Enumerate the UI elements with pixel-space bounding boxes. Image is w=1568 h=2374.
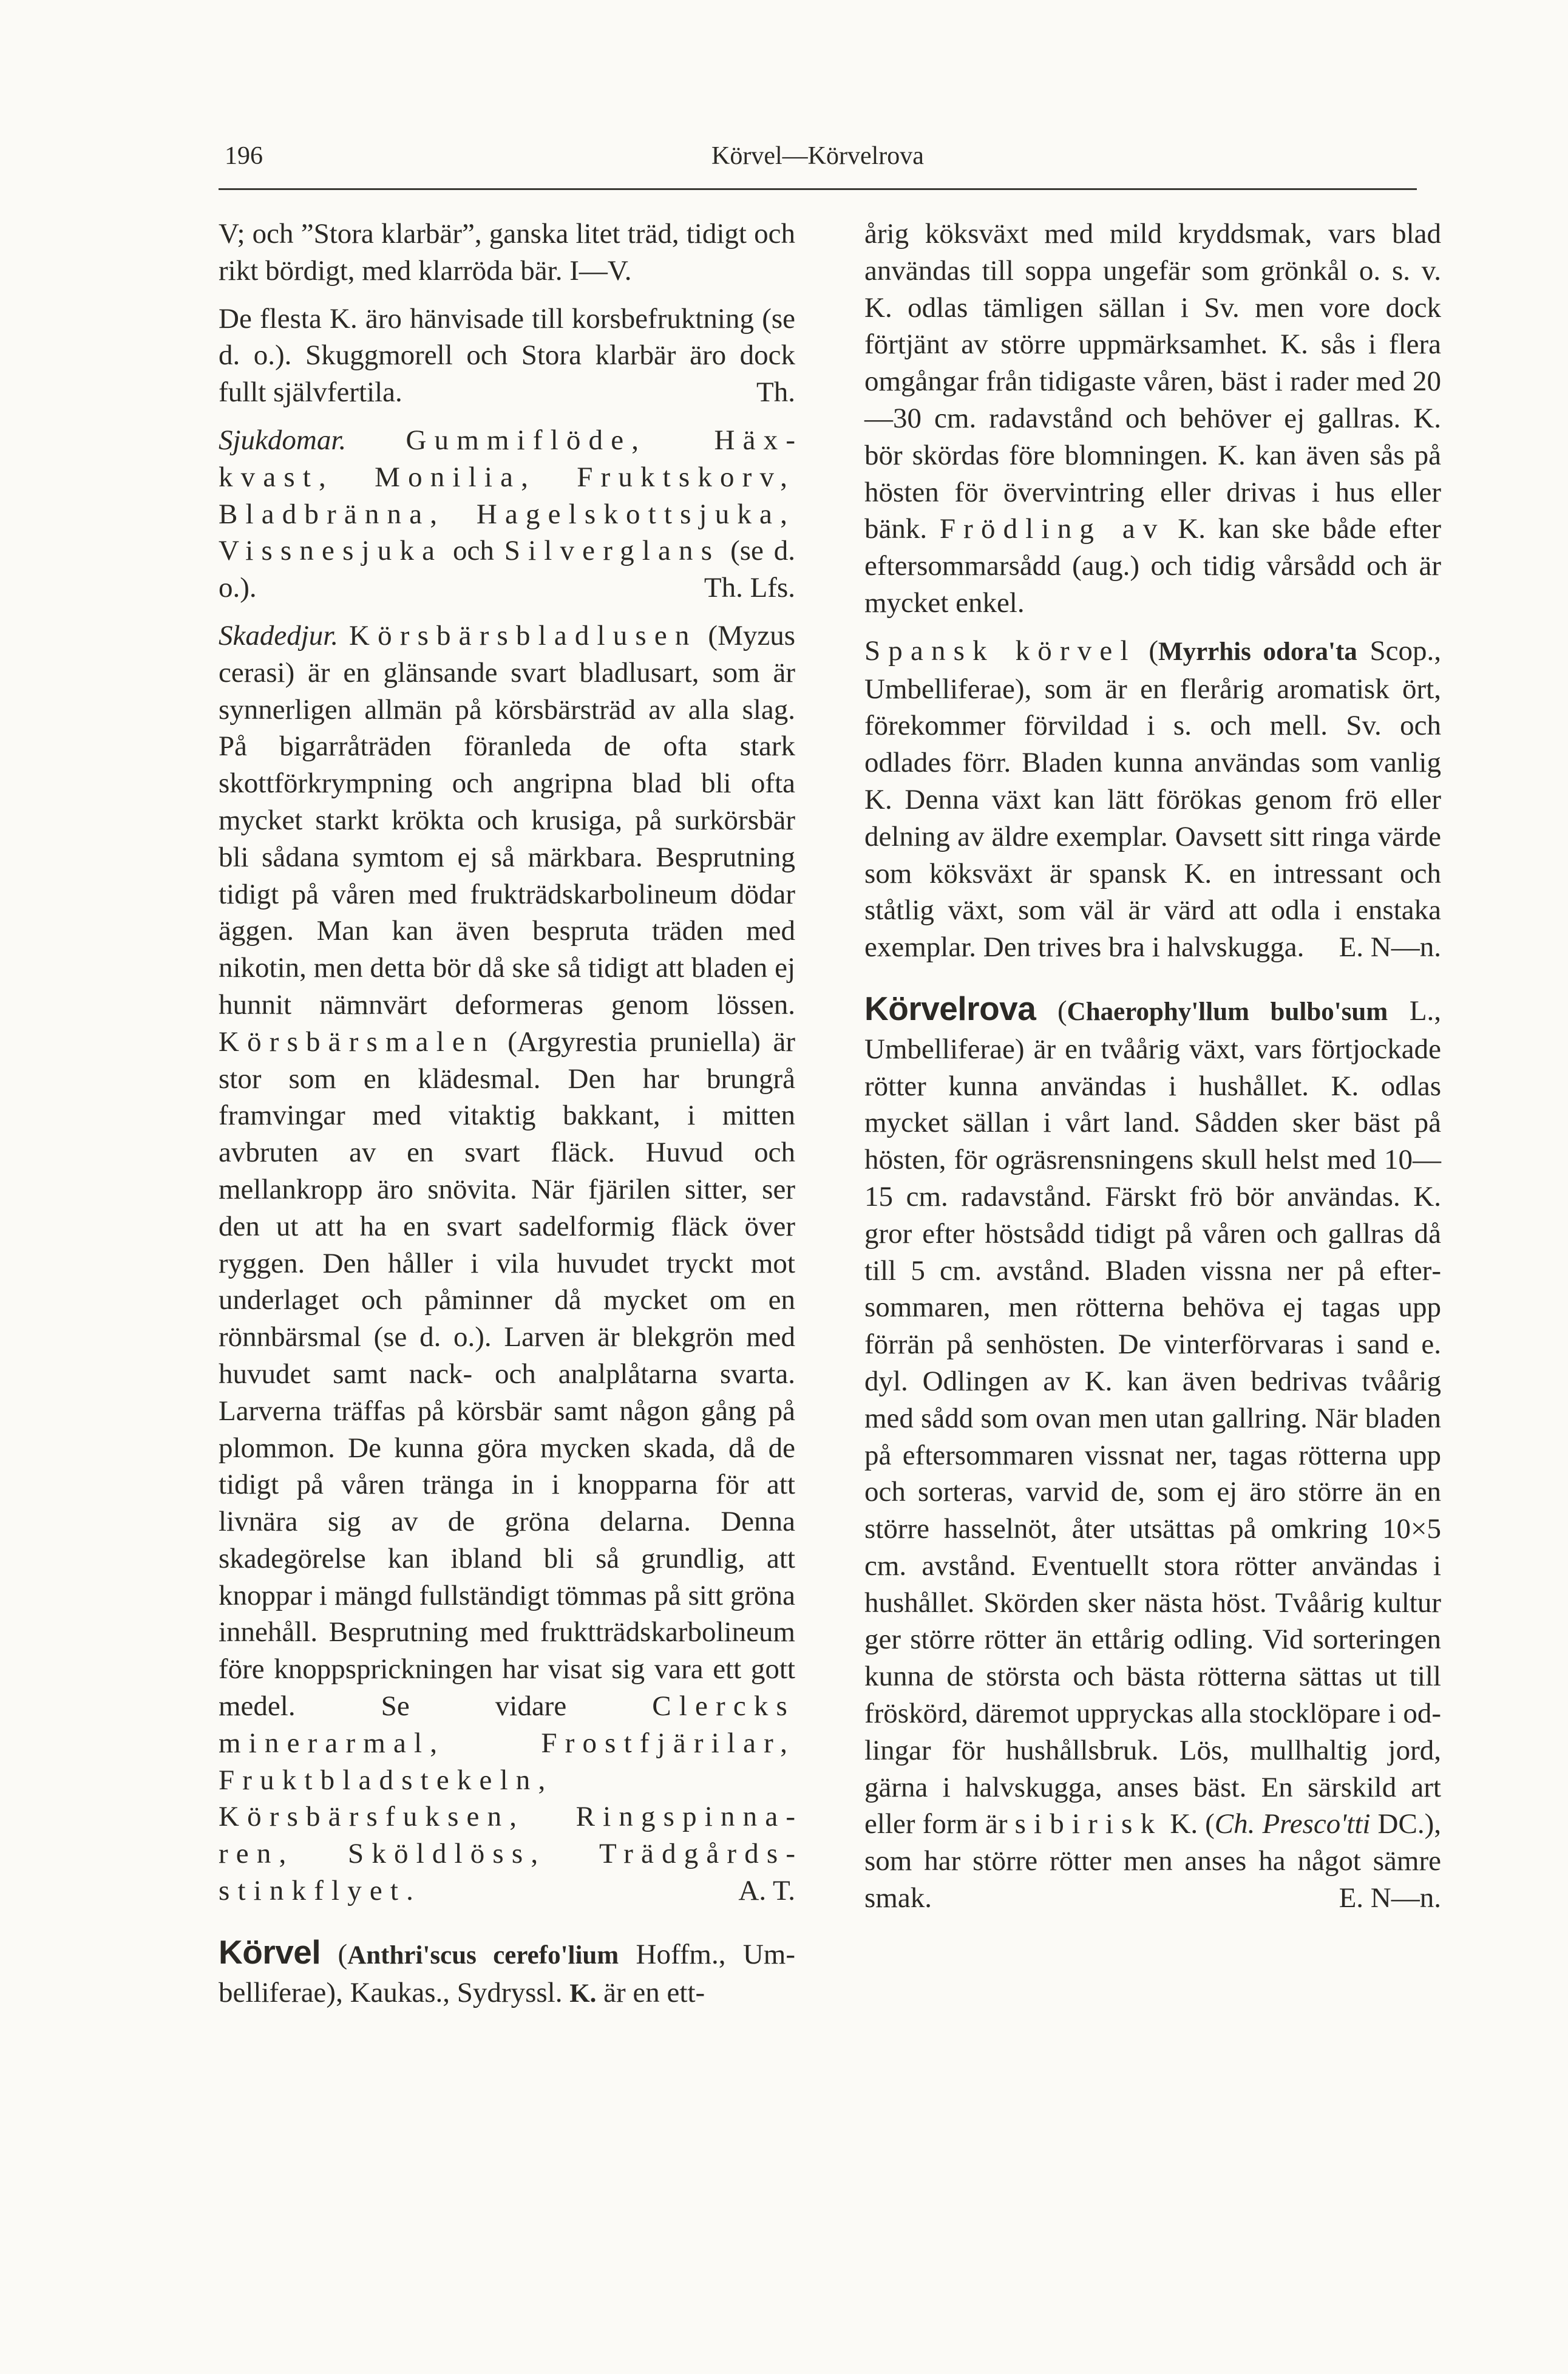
latin-name: Chaerophy'llum bulbo'sum	[1067, 997, 1388, 1026]
author-signature: Th. Lfs.	[704, 572, 795, 604]
header-rule	[219, 188, 1417, 190]
entry-korvelrova: Körvelrova (Chaerophy'llum bulbo'sum L., Umbelliferae) är en tvåårig växt, vars förtjockade rötter kunna användas i hushållet. K. odlas mycket sällan i vårt land. Sådden sker bäst på hösten, för ogräsrensningens skull helst med 10—15 cm. radavstånd. Färskt frö bör användas. K. gror efter höstsådd tidigt på våren och gallras då till 5 cm. avstånd. Bladen vissna ner på eftersommaren, men rötterna behöva ej tagas upp förrän på senhösten. De vinterförvaras i sand e. dyl. Odlingen av K. kan även bedrivas tvåårig med sådd som ovan men utan gallring. När bladen på eftersommaren vissnat ner, tagas rötterna upp och sorteras, varvid de, som ej äro större än en större hasselnöt, åter utsättas på omkring 10×5 cm. avstånd. Eventuellt stora rötter användas i hushållet. Skörden sker nästa höst. Tvåårig kultur ger större rötter än ettårig odling. Vid sorteringen kunna de största och bästa rötterna sättas ut till fröskörd, däremot uppryckas alla stocklöpare i odlingar för hushållsbruk. Lös, mullhaltig jord, gärna i halvskugga, anses bäst. En särskild art eller form är sibirisk K. (Ch. Presco'tti DC.), som har större rötter men anses ha något sämre smak. E. N—n.	[864, 990, 1441, 1917]
page-number: 196	[225, 142, 263, 170]
spaced-term: Körsbärsbladlusen	[349, 619, 697, 651]
right-column	[864, 216, 1441, 1917]
paragraph-skadedjur: Skadedjur. Körsbärsbladlusen (Myzus cerasi) är en glänsande svart bladlusart, som är synnerligen allmän på körsbärsträd av alla slag. På bigarråträden föranleda de ofta stark skottförkrympning och angripna blad bli ofta mycket starkt krökta och krusiga, på surkörsbär bli sådana symtom ej så märkbara. Besprutning tidigt på våren med frukträdskarbolineum dödar äggen. Man kan även bespruta träden med nikotin, men detta bör då ske så tidigt att bladen ej hunnit nämnvärt deformeras genom lössen. Körsbärsmalen (Argyrestia pruniella) är stor som en klädesmal. Den har brungrå framvingar med vitaktig bakkant, i mitten avbruten av en svart fläck. Huvud och mellankropp äro snövita. När fjärilen sitter, ser den ut att ha en svart sadelformig fläck över ryggen. Den håller i vila huvudet tryckt mot underlaget och påminner då mycket om en rönnbärsmal (se d. o.). Larven är blekgrön med huvudet samt nack- och analplåtarna svarta. Larverna träffas på körsbär samt någon gång på plommon. De kunna göra mycken skada, då de tidigt på våren tränga in i knopparna för att livnära sig av de gröna delarna. Denna skadegörelse kan ibland bli så grundlig, att knoppar i mängd fullständigt tömmas på sitt gröna innehåll. Besprutning med fruktträdskarbolineum före knoppsprickningen har visat sig vara ett gott medel. Se vidare Clercks minerarmal, Frostfjärilar, Fruktbladstekeln, Körsbärsfuksen, Ringspinnaren, Sköldlöss, Trädgårdsstinkflyet. A. T.	[219, 617, 795, 1910]
left-column	[219, 216, 795, 2012]
latin-name: Myrrhis odora'ta	[1158, 637, 1357, 666]
spaced-term: sibirisk	[1014, 1808, 1163, 1840]
spaced-term: Spansk körvel	[864, 634, 1136, 667]
author-signature: A. T.	[738, 1875, 795, 1907]
spaced-terms: Silverglans	[504, 535, 721, 567]
section-label: Skadedjur.	[219, 619, 339, 651]
page-header	[219, 137, 1417, 179]
section-label: Sjukdomar.	[219, 424, 347, 456]
entry-headword: Körvelrova	[864, 989, 1036, 1027]
spaced-terms: Clercks minerarmal, Frostfjärilar, Fruktbladstekeln, Körsbärsfuksen, Ringspinnaren, Sköldlöss, Trädgårdsstinkflyet.	[219, 1690, 795, 1907]
entry-spansk-korvel: Spansk körvel (Myrrhis odora'ta Scop., Umbelliferae), som är en flerårig aromatisk ört, förekommer förvildad i s. och mell. Sv. och odlades förr. Bladen kunna användas som vanlig K. Denna växt kan lätt förökas genom frö eller delning av äldre exemplar. Oavsett sitt ringa värde som köksväxt är spansk K. en intressant och ståtlig växt, som väl är värd att odla i enstaka exemplar. Den trives bra i halvskugga. E. N—n.	[864, 633, 1441, 966]
running-title: Körvel—Körvelrova	[711, 142, 924, 170]
spaced-terms: Gummiflöde, Häxkvast, Monilia, Fruktskorv, Bladbränna, Hagelskottsjuka, Vissnesjuka	[219, 424, 795, 567]
author-signature: Th.	[756, 376, 795, 409]
paragraph: V; och ”Stora klarbär”, ganska litet träd, tidigt och rikt bördigt, med klarröda bär. I—V.	[219, 218, 795, 287]
paragraph: De flesta K. äro hänvisade till korsbefruktning (se d. o.). Skuggmorell och Stora klarbär äro dock fullt självfertila. Th.	[219, 301, 795, 411]
entry-korvel: Körvel (Anthri'scus cerefo'lium Hoffm., Umbelliferae), Kaukas., Sydryssl. K. är en ett-	[219, 1933, 795, 2008]
spaced-term: Körsbärsmalen	[219, 1025, 495, 1058]
entry-headword: Körvel	[219, 1933, 321, 1971]
latin-name: Anthri'scus cerefo'lium	[347, 1940, 619, 1970]
latin-name: Ch. Presco'tti	[1214, 1808, 1371, 1840]
author-signature: E. N—n.	[1339, 1882, 1441, 1914]
spaced-term: Frödling av	[939, 513, 1166, 545]
author-signature: E. N—n.	[1339, 931, 1441, 964]
paragraph-sjukdomar: Sjukdomar. Gummiflöde, Häxkvast, Monilia, Fruktskorv, Bladbränna, Hagelskottsjuka, Vissnesjuka och Silverglans (se d. o.). Th. Lfs.	[219, 422, 795, 607]
paragraph: årig köksväxt med mild kryddsmak, vars blad användas till soppa ungefär som grönkål o. s. v. K. odlas tämligen sällan i Sv. men vore dock förtjänt av större uppmärksamhet. K. sås i flera omgångar från tidigaste våren, bäst i rader med 20—30 cm. radavstånd och behöver ej gallras. K. bör skördas före blomningen. K. kan även sås på hösten för övervintring eller drivas i hus eller bänk. Frödling av K. kan ske både efter eftersommarsådd (aug.) och tidig vårsådd och är mycket enkel.	[864, 218, 1442, 619]
